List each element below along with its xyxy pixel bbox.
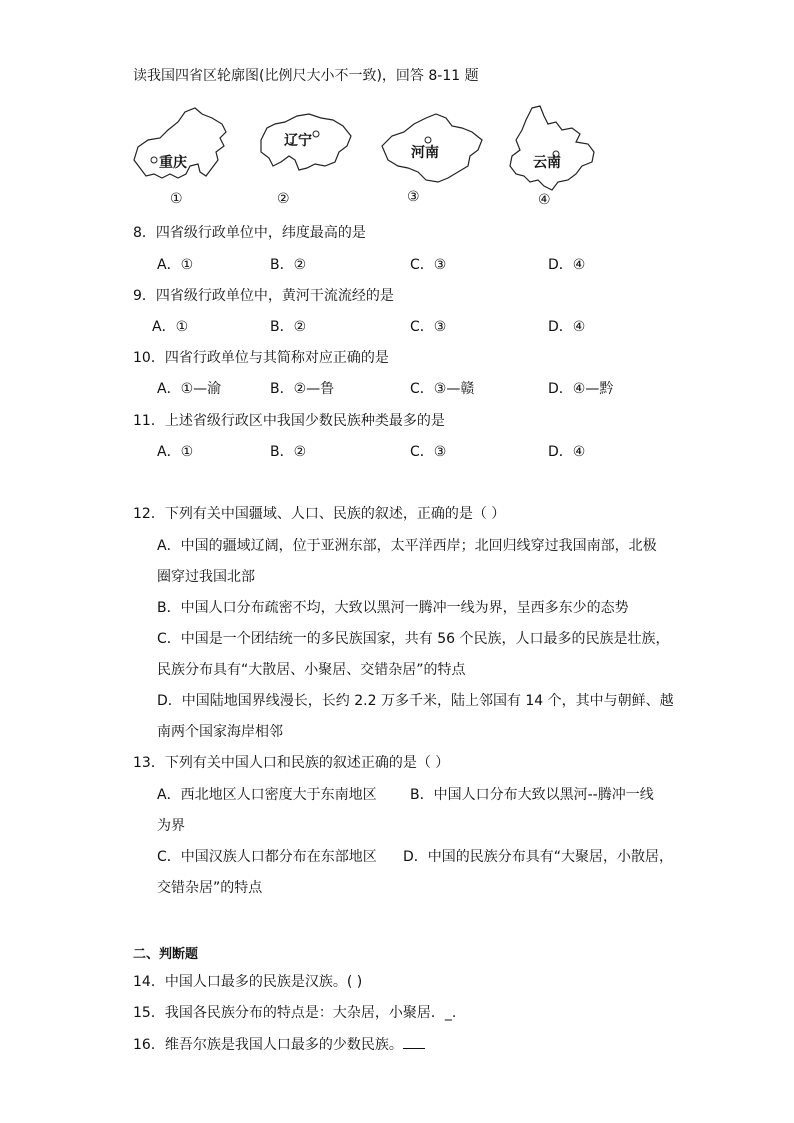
q13-option-a: A．西北地区人口密度大于东南地区 xyxy=(157,787,377,803)
q8-option-a: A．① xyxy=(157,257,194,273)
q13-option-b-continued: 为界 xyxy=(157,818,185,834)
q11-option-c: C．③ xyxy=(410,444,447,460)
q14-statement: 14．中国人口最多的民族是汉族。( ) xyxy=(133,974,363,990)
q12-option-b: B．中国人口分布疏密不均，大致以黑河一腾冲一线为界，呈西多东少的态势 xyxy=(157,600,629,616)
q9-option-c: C．③ xyxy=(410,319,447,335)
q11-stem: 11．上述省级行政区中我国少数民族种类最多的是 xyxy=(133,413,445,429)
section-heading-judgment: 二、判断题 xyxy=(133,947,199,962)
q9-stem: 9．四省级行政单位中，黄河干流流经的是 xyxy=(133,288,394,304)
q8-stem: 8．四省级行政单位中，纬度最高的是 xyxy=(133,225,366,241)
q10-option-d: D．④—黔 xyxy=(548,381,614,397)
q9-option-a: A．① xyxy=(152,319,189,335)
q9-option-d: D．④ xyxy=(548,319,586,335)
q13-option-d-continued: 交错杂居”的特点 xyxy=(157,880,263,896)
q15-statement: 15．我国各民族分布的特点是：大杂居，小聚居．_. xyxy=(133,1005,457,1021)
q12-option-a-line1: A．中国的疆域辽阔，位于亚洲东部，太平洋西岸；北回归线穿过我国南部，北极 xyxy=(157,538,657,554)
q12-stem: 12．下列有关中国疆域、人口、民族的叙述，正确的是（ ） xyxy=(133,506,506,522)
q13-option-d: D．中国的民族分布具有“大聚居，小散居， xyxy=(403,849,674,865)
yunnan-outline-map xyxy=(502,104,600,194)
q12-option-c-line1: C．中国是一个团结统一的多民族国家，共有 56 个民族，人口最多的民族是壮族， xyxy=(157,631,670,647)
map-number-2: ② xyxy=(277,191,290,207)
q10-option-b: B．②—鲁 xyxy=(270,381,335,397)
q10-stem: 10．四省行政单位与其简称对应正确的是 xyxy=(133,350,389,366)
q8-option-d: D．④ xyxy=(548,257,586,273)
liaoning-label: 辽宁 xyxy=(284,133,312,149)
q8-option-c: C．③ xyxy=(410,257,447,273)
q12-option-c-line2: 民族分布具有“大散居、小聚居、交错杂居”的特点 xyxy=(157,662,466,678)
q16-row xyxy=(133,1036,425,1054)
q16-answer-blank xyxy=(403,1036,425,1049)
q13-option-c: C．中国汉族人口都分布在东部地区 xyxy=(157,849,377,865)
q16-statement: 16．维吾尔族是我国人口最多的少数民族。 xyxy=(133,1037,403,1053)
q10-option-c: C．③—赣 xyxy=(410,381,475,397)
q12-option-d-line2: 南两个国家海岸相邻 xyxy=(157,724,283,740)
map-number-1: ① xyxy=(170,191,183,207)
q11-option-a: A．① xyxy=(157,444,194,460)
q8-option-b: B．② xyxy=(270,257,307,273)
chongqing-label: 重庆 xyxy=(159,155,187,171)
henan-label: 河南 xyxy=(411,145,439,161)
q11-option-b: B．② xyxy=(270,444,307,460)
q11-option-d: D．④ xyxy=(548,444,586,460)
q10-option-a: A．①—渝 xyxy=(157,381,222,397)
intro-text: 读我国四省区轮廓图(比例尺大小不一致)，回答 8-11 题 xyxy=(133,68,479,84)
q13-stem: 13．下列有关中国人口和民族的叙述正确的是（ ） xyxy=(133,755,450,771)
q12-option-d-line1: D．中国陆地国界线漫长，长约 2.2 万多千米，陆上邻国有 14 个，其中与朝鲜、越 xyxy=(157,693,674,709)
yunnan-label: 云南 xyxy=(533,155,561,171)
map-number-4: ④ xyxy=(538,192,551,208)
map-number-3: ③ xyxy=(407,189,420,205)
q12-option-a-line2: 圈穿过我国北部 xyxy=(157,569,255,585)
province-outline-maps xyxy=(130,102,600,212)
q13-option-b: B．中国人口分布大致以黑河--腾冲一线 xyxy=(410,787,654,803)
q9-option-b: B．② xyxy=(270,319,307,335)
